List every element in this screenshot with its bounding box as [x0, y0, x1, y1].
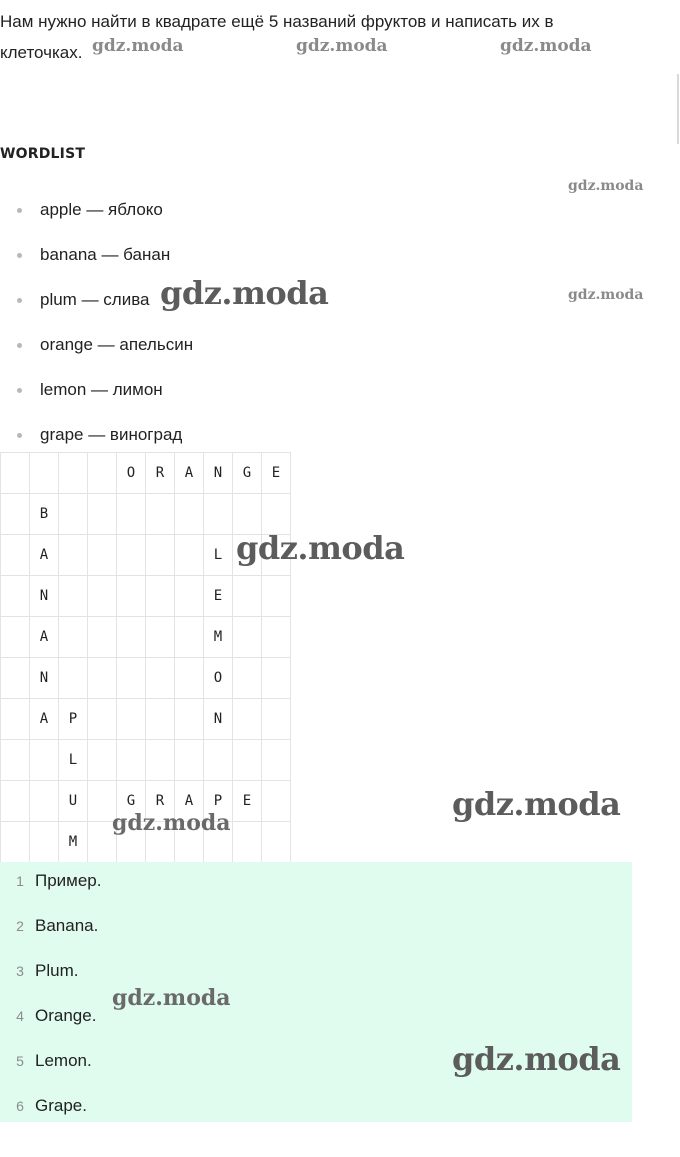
- wordlist-item-text: banana — банан: [40, 245, 171, 264]
- grid-cell: [88, 781, 117, 822]
- grid-cell: [88, 617, 117, 658]
- grid-cell: [117, 822, 146, 863]
- grid-cell: A: [30, 535, 59, 576]
- bullet-icon: [17, 343, 22, 348]
- wordlist-heading: WORDLIST: [0, 146, 86, 162]
- grid-cell: [117, 658, 146, 699]
- grid-cell: [59, 535, 88, 576]
- grid-cell: [233, 740, 262, 781]
- grid-cell: [204, 740, 233, 781]
- grid-row: [1, 658, 291, 699]
- answers-box: [0, 862, 632, 1122]
- grid-cell: [146, 658, 175, 699]
- answer-text: Lemon.: [35, 1051, 92, 1070]
- grid-cell: [262, 740, 291, 781]
- list-item: [0, 377, 193, 422]
- list-item: [0, 332, 193, 377]
- grid-cell: [1, 822, 30, 863]
- grid-cell: A: [175, 781, 204, 822]
- grid-cell: [59, 494, 88, 535]
- grid-cell: [88, 658, 117, 699]
- grid-cell: M: [204, 617, 233, 658]
- answer-number: 6: [16, 1098, 24, 1114]
- grid-cell: [59, 617, 88, 658]
- grid-cell: [1, 576, 30, 617]
- grid-cell: [146, 535, 175, 576]
- grid-cell: [30, 822, 59, 863]
- grid-cell: [30, 781, 59, 822]
- grid-cell: [88, 699, 117, 740]
- watermark: gdz.moda: [112, 810, 231, 836]
- grid-cell: [204, 494, 233, 535]
- watermark: gdz.moda: [92, 36, 184, 56]
- bullet-icon: [17, 253, 22, 258]
- list-item: [0, 287, 193, 332]
- grid-cell: N: [30, 576, 59, 617]
- grid-row: [1, 822, 291, 863]
- grid-cell: E: [262, 453, 291, 494]
- grid-cell: G: [233, 453, 262, 494]
- grid-cell: [175, 576, 204, 617]
- wordlist-item-text: plum — слива: [40, 290, 150, 309]
- grid-cell: [146, 822, 175, 863]
- grid-cell: [1, 535, 30, 576]
- grid-cell: [262, 535, 291, 576]
- grid-cell: [30, 453, 59, 494]
- list-item: [0, 197, 193, 242]
- watermark: gdz.moda: [568, 287, 644, 303]
- wordlist-item-text: apple — яблоко: [40, 200, 163, 219]
- grid-cell: E: [233, 781, 262, 822]
- watermark: gdz.moda: [236, 529, 405, 567]
- grid-row: [1, 576, 291, 617]
- grid-cell: R: [146, 781, 175, 822]
- watermark: gdz.moda: [296, 36, 388, 56]
- grid-cell: [262, 658, 291, 699]
- answer-text: Orange.: [35, 1006, 97, 1025]
- grid-cell: [175, 617, 204, 658]
- grid-cell: O: [204, 658, 233, 699]
- grid-cell: [146, 576, 175, 617]
- grid-cell: [1, 453, 30, 494]
- watermark: gdz.moda: [112, 985, 231, 1011]
- grid-cell: U: [59, 781, 88, 822]
- wordlist-item-text: lemon — лимон: [40, 380, 163, 399]
- grid-cell: [175, 494, 204, 535]
- scrollbar[interactable]: [677, 74, 679, 144]
- grid-cell: [1, 494, 30, 535]
- grid-row: [1, 535, 291, 576]
- watermark: gdz.moda: [452, 1040, 621, 1078]
- answer-text: Пример.: [35, 871, 102, 890]
- watermark: gdz.moda: [160, 274, 329, 312]
- answer-number: 5: [16, 1053, 24, 1069]
- grid-cell: [233, 658, 262, 699]
- grid-cell: [262, 781, 291, 822]
- watermark: gdz.moda: [568, 178, 644, 194]
- grid-cell: [1, 781, 30, 822]
- grid-cell: P: [204, 781, 233, 822]
- grid-cell: [233, 699, 262, 740]
- answer-number: 1: [16, 873, 24, 889]
- grid-cell: B: [30, 494, 59, 535]
- grid-cell: G: [117, 781, 146, 822]
- grid-row: [1, 781, 291, 822]
- grid-cell: [175, 822, 204, 863]
- grid-cell: [88, 576, 117, 617]
- grid-cell: [262, 822, 291, 863]
- watermark: gdz.moda: [500, 36, 592, 56]
- grid-cell: [262, 576, 291, 617]
- grid-cell: [1, 658, 30, 699]
- grid-cell: [175, 535, 204, 576]
- grid-cell: E: [204, 576, 233, 617]
- grid-cell: N: [204, 699, 233, 740]
- grid-cell: [146, 617, 175, 658]
- grid-row: [1, 453, 291, 494]
- grid-cell: [233, 535, 262, 576]
- grid-row: [1, 617, 291, 658]
- answer-number: 2: [16, 918, 24, 934]
- wordlist-item-text: grape — виноград: [40, 425, 183, 444]
- grid-cell: [88, 535, 117, 576]
- grid-cell: N: [30, 658, 59, 699]
- grid-cell: [88, 453, 117, 494]
- grid-cell: R: [146, 453, 175, 494]
- grid-row: [1, 740, 291, 781]
- grid-cell: [1, 617, 30, 658]
- bullet-icon: [17, 298, 22, 303]
- grid-cell: L: [204, 535, 233, 576]
- grid-cell: [88, 740, 117, 781]
- grid-cell: A: [175, 453, 204, 494]
- grid-cell: O: [117, 453, 146, 494]
- grid-cell: [175, 658, 204, 699]
- grid-cell: [233, 617, 262, 658]
- bullet-icon: [17, 208, 22, 213]
- grid-cell: [117, 494, 146, 535]
- grid-cell: [233, 494, 262, 535]
- grid-cell: [175, 699, 204, 740]
- grid-cell: [59, 576, 88, 617]
- answer-number: 4: [16, 1008, 24, 1024]
- grid-cell: [262, 699, 291, 740]
- grid-cell: N: [204, 453, 233, 494]
- wordlist: [0, 197, 193, 467]
- grid-cell: [117, 699, 146, 740]
- bullet-icon: [17, 433, 22, 438]
- watermark: gdz.moda: [452, 785, 621, 823]
- grid-cell: [146, 494, 175, 535]
- grid-cell: [117, 740, 146, 781]
- grid-cell: [175, 740, 204, 781]
- grid-cell: P: [59, 699, 88, 740]
- grid-cell: A: [30, 617, 59, 658]
- task-description: Нам нужно найти в квадрате ещё 5 названий фруктов и написать их в клеточках.: [0, 12, 554, 62]
- grid-cell: [1, 699, 30, 740]
- grid-cell: [117, 535, 146, 576]
- answer-text: Banana.: [35, 916, 99, 935]
- wordlist-item-text: orange — апельсин: [40, 335, 194, 354]
- grid-cell: [262, 617, 291, 658]
- word-search-grid: [0, 452, 291, 863]
- bullet-icon: [17, 388, 22, 393]
- grid-cell: [117, 576, 146, 617]
- grid-cell: [262, 494, 291, 535]
- grid-cell: A: [30, 699, 59, 740]
- grid-cell: [233, 576, 262, 617]
- grid-cell: [233, 822, 262, 863]
- answer-text: Plum.: [35, 961, 79, 980]
- grid-row: [1, 699, 291, 740]
- grid-cell: [59, 658, 88, 699]
- grid-cell: [88, 494, 117, 535]
- answer-number: 3: [16, 963, 24, 979]
- grid-cell: [117, 617, 146, 658]
- grid-cell: [146, 699, 175, 740]
- grid-cell: L: [59, 740, 88, 781]
- grid-cell: [1, 740, 30, 781]
- list-item: [0, 242, 193, 287]
- grid-cell: [30, 740, 59, 781]
- answer-text: Grape.: [35, 1096, 87, 1115]
- grid-cell: [88, 822, 117, 863]
- grid-cell: [59, 453, 88, 494]
- grid-cell: [146, 740, 175, 781]
- grid-row: [1, 494, 291, 535]
- grid-cell: [204, 822, 233, 863]
- grid-cell: M: [59, 822, 88, 863]
